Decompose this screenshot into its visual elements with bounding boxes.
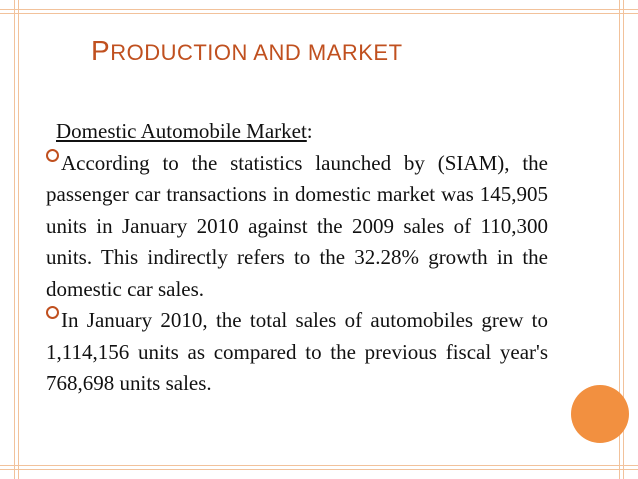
subheading-colon: : <box>306 119 313 143</box>
frame-line-bottom-outer <box>0 469 638 470</box>
bullet-item-2 <box>46 305 548 400</box>
frame-line-left-inner <box>18 0 19 479</box>
bullet-circle-icon <box>46 149 59 162</box>
frame-line-top-outer <box>0 9 638 10</box>
bullet-item-1 <box>46 148 548 306</box>
subheading-text: Domestic Automobile Market <box>56 119 307 143</box>
bullet-circle-icon <box>46 306 59 319</box>
frame-line-top-inner <box>0 13 638 14</box>
title-rest: RODUCTION AND MARKET <box>110 40 403 65</box>
subheading <box>56 116 548 148</box>
decorative-circle-icon <box>571 385 629 443</box>
title-initial: P <box>91 35 111 66</box>
bullet-text-1: According to the statistics launched by (SIAM), the passenger car transactions in domestic market was 145,905 units in January 2010 against the 2009 sales of 110,300 units. This indirectly refers to the 32.28% growth in the domestic car sales. <box>46 150 548 301</box>
slide-body <box>46 116 548 400</box>
slide-title <box>91 35 403 67</box>
bullet-text-2: In January 2010, the total sales of automobiles grew to 1,114,156 units as compared to the previous fiscal year's 768,698 units sales. <box>46 308 548 395</box>
frame-line-left-outer <box>14 0 15 479</box>
frame-line-bottom-inner <box>0 465 638 466</box>
